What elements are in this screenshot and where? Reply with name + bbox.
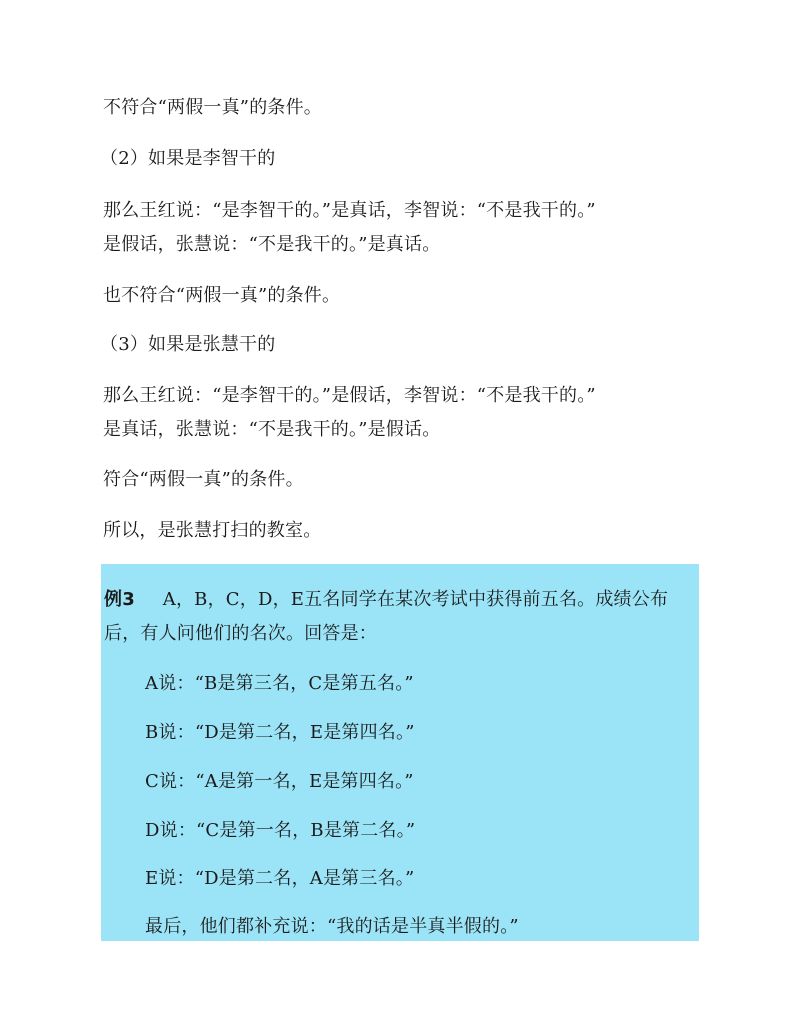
text-line-not-meet-condition: 不符合“两假一真”的条件。: [103, 97, 323, 118]
text-line-case-2: （2）如果是李智干的: [100, 148, 276, 169]
text-line-case-2-analysis-a: 那么王红说：“是李智干的。”是真话，李智说：“不是我干的。”: [103, 200, 596, 221]
example-3-box: [101, 564, 699, 941]
statement-final: 最后，他们都补充说：“我的话是半真半假的。”: [145, 916, 519, 937]
example-3-intro: [104, 588, 668, 612]
example-3-text-b: 后，有人问他们的名次。回答是：: [104, 623, 377, 644]
text-line-case-3-analysis-b: 是真话，张慧说：“不是我干的。”是假话。: [103, 419, 441, 440]
example-3-text-a: A，B，C，D，E五名同学在某次考试中获得前五名。成绩公布: [162, 589, 669, 610]
text-line-case-3: （3）如果是张慧干的: [100, 334, 276, 355]
text-line-also-not-meet: 也不符合“两假一真”的条件。: [103, 285, 341, 306]
text-line-meets-condition: 符合“两假一真”的条件。: [103, 469, 304, 490]
statement-b: B说：“D是第二名，E是第四名。”: [145, 722, 415, 743]
statement-a: A说：“B是第三名，C是第五名。”: [145, 673, 414, 694]
text-line-conclusion: 所以，是张慧打扫的教室。: [103, 520, 322, 541]
example-3-label: 例3: [104, 589, 135, 610]
text-line-case-3-analysis-a: 那么王红说：“是李智干的。”是假话，李智说：“不是我干的。”: [103, 385, 596, 406]
statement-d: D说：“C是第一名，B是第二名。”: [145, 820, 416, 841]
statement-e: E说：“D是第二名，A是第三名。”: [145, 868, 415, 889]
statement-c: C说：“A是第一名，E是第四名。”: [145, 771, 414, 792]
text-line-case-2-analysis-b: 是假话，张慧说：“不是我干的。”是真话。: [103, 234, 441, 255]
